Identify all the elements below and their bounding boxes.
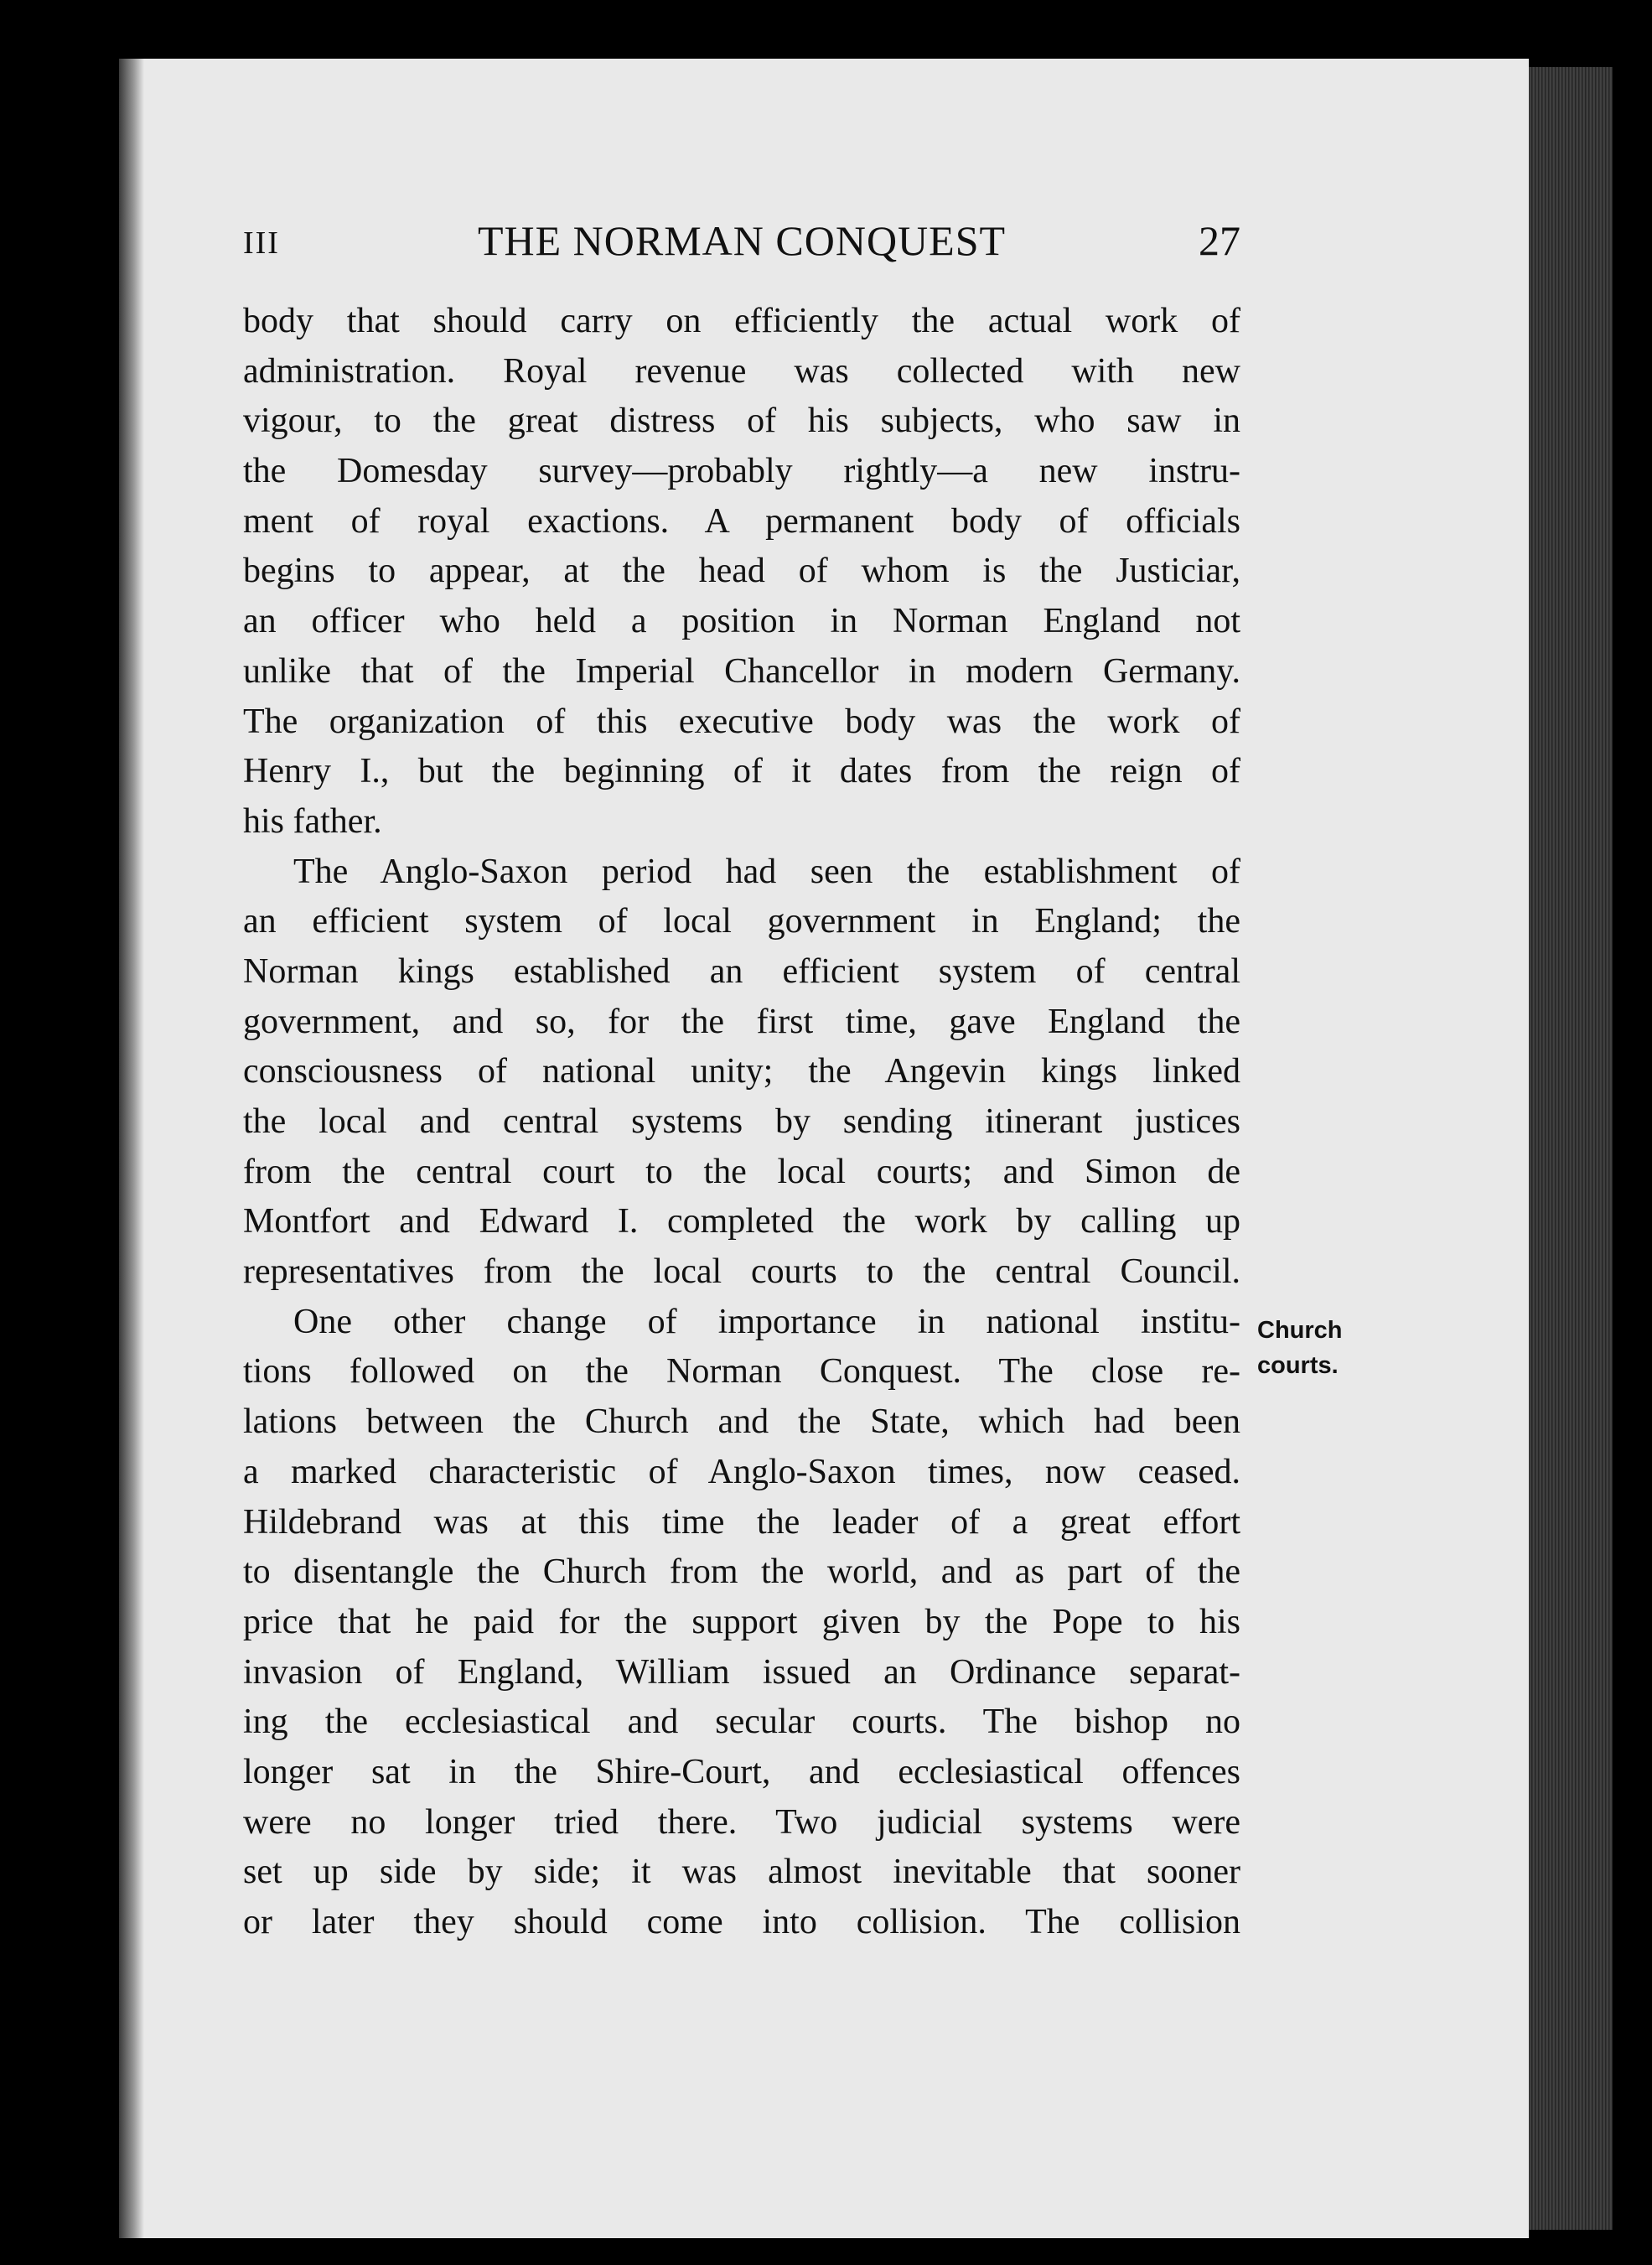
text-line: The Anglo-Saxon period had seen the establishment of <box>293 852 1240 891</box>
text-line: or later they should come into collision. The collision <box>243 1903 1240 1941</box>
text-line: longer sat in the Shire-Court, and ecclesiastical offences <box>243 1752 1240 1791</box>
text-line: lations between the Church and the State, which had been <box>243 1402 1240 1442</box>
text-line: administration. Royal revenue was collected with new <box>243 351 1240 391</box>
text-line: an officer who held a position in Norman England not <box>243 602 1240 641</box>
chapter-number: III <box>243 225 280 261</box>
text-line: representatives from the local courts to the central Council. <box>243 1252 1240 1292</box>
text-line: ing the ecclesiastical and secular courts. The bishop no <box>243 1703 1240 1742</box>
text-line: to disentangle the Church from the world, and as part of the <box>243 1552 1240 1592</box>
text-line: unlike that of the Imperial Chancellor in modern Germany. <box>243 651 1240 691</box>
text-line: Norman kings established an efficient system of central <box>243 951 1240 991</box>
text-line: begins to appear, at the head of whom is the Justiciar, <box>243 552 1240 591</box>
text-line: price that he paid for the support given by the Pope to his <box>243 1602 1240 1641</box>
text-line: vigour, to the great distress of his subjects, who saw in <box>243 402 1240 441</box>
text-line: were no longer tried there. Two judicial systems were <box>243 1802 1240 1842</box>
text-line: The organization of this executive body was the work of <box>243 702 1240 741</box>
body-text <box>243 297 1240 1948</box>
margin-note <box>1257 1313 1343 1383</box>
text-line: ment of royal exactions. A permanent body of officials <box>243 501 1240 541</box>
page-edges <box>1529 67 1613 2230</box>
running-header <box>243 216 1240 275</box>
text-line: an efficient system of local government in England; the <box>243 902 1240 941</box>
text-line: One other change of importance in national institu- <box>293 1302 1240 1341</box>
text-line: Montfort and Edward I. completed the work by calling up <box>243 1202 1240 1241</box>
text-line: body that should carry on efficiently the actual work of <box>243 302 1240 340</box>
text-line: his father. <box>243 801 382 841</box>
text-line: tions followed on the Norman Conquest. The close re- <box>243 1352 1240 1392</box>
text-line: consciousness of national unity; the Angevin kings linked <box>243 1052 1240 1091</box>
page-gutter-shadow <box>119 59 144 2238</box>
margin-note-line: Church <box>1257 1317 1343 1344</box>
text-line: a marked characteristic of Anglo-Saxon times, now ceased. <box>243 1452 1240 1491</box>
text-line: from the central court to the local courts; and Simon de <box>243 1152 1240 1191</box>
margin-note-line: courts. <box>1257 1352 1339 1379</box>
running-title: THE NORMAN CONQUEST <box>477 217 1007 264</box>
text-line: government, and so, for the first time, gave England the <box>243 1002 1240 1041</box>
text-line: the local and central systems by sending itinerant justices <box>243 1102 1240 1141</box>
text-line: Hildebrand was at this time the leader of a great effort <box>243 1502 1240 1542</box>
text-line: the Domesday survey—probably rightly—a new instru- <box>243 452 1240 491</box>
text-line: invasion of England, William issued an Ordinance separat- <box>243 1652 1240 1692</box>
text-line: Henry I., but the beginning of it dates from the reign of <box>243 752 1240 791</box>
text-line: set up side by side; it was almost inevitable that sooner <box>243 1853 1240 1892</box>
page-number: 27 <box>1199 217 1240 264</box>
